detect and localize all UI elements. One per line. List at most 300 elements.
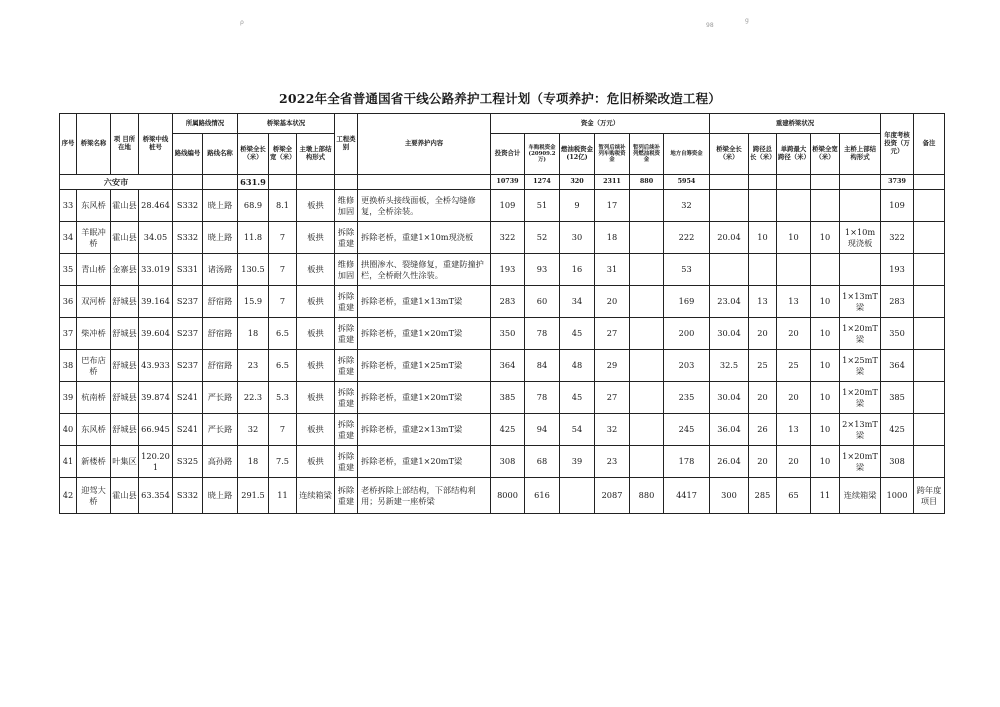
- deferred-vehicle-cell: 32: [595, 414, 630, 446]
- investment-total-cell: 385: [491, 382, 525, 414]
- fuel-tax-cell: 39: [560, 446, 595, 478]
- seq-cell: 34: [60, 222, 77, 254]
- header-remarks: 备注: [914, 114, 945, 175]
- project-type-cell: 拆除重建: [335, 222, 358, 254]
- rb-width-cell: 10: [811, 414, 840, 446]
- main-content-cell: 拆除老桥，重建1×20mT梁: [358, 318, 491, 350]
- bridge-plan-table: [59, 113, 945, 514]
- main-content-cell: 拆除老桥，重建1×13mT梁: [358, 286, 491, 318]
- seq-cell: 39: [60, 382, 77, 414]
- bridge-name-cell: 巴布店桥: [77, 350, 111, 382]
- stake-cell: 63.354: [139, 478, 173, 514]
- route-name-cell: 晓上路: [203, 222, 238, 254]
- rb-max-span-cell: 65: [777, 478, 811, 514]
- seq-cell: 36: [60, 286, 77, 318]
- table-row: [60, 350, 945, 382]
- rb-length-cell: 20.04: [710, 222, 749, 254]
- summary-row: [60, 175, 945, 190]
- fuel-tax-cell: 30: [560, 222, 595, 254]
- investment-total-cell: 322: [491, 222, 525, 254]
- vehicle-tax-cell: 51: [525, 190, 560, 222]
- rb-span-total-cell: 20: [749, 382, 777, 414]
- route-no-cell: S332: [173, 222, 203, 254]
- table-row: [60, 318, 945, 350]
- route-name-cell: 舒宿路: [203, 318, 238, 350]
- deferred-fuel-cell: [630, 254, 664, 286]
- vehicle-tax-cell: 93: [525, 254, 560, 286]
- rb-super-cell: 1×10m现浇板: [840, 222, 881, 254]
- header-bridge-name: 桥梁名称: [77, 114, 111, 175]
- header-route-no: 路线编号: [173, 134, 203, 175]
- deferred-vehicle-cell: 20: [595, 286, 630, 318]
- rb-span-total-cell: 25: [749, 350, 777, 382]
- location-cell: 舒城县: [111, 350, 139, 382]
- route-no-cell: S237: [173, 286, 203, 318]
- width-cell: 7.5: [269, 446, 297, 478]
- header-investment-total: 投资合计: [491, 134, 525, 175]
- scan-mark-right: g: [745, 17, 749, 24]
- investment-total-cell: 308: [491, 446, 525, 478]
- header-vehicle-tax-label: 车购税资金: [528, 144, 556, 151]
- annual-investment-cell: 193: [881, 254, 914, 286]
- header-length: 桥梁全长（米）: [238, 134, 269, 175]
- header-annual-investment: 年度考核投资（万元）: [881, 114, 914, 175]
- rb-span-total-cell: 26: [749, 414, 777, 446]
- bridge-name-cell: 东风桥: [77, 414, 111, 446]
- rb-super-cell: [840, 254, 881, 286]
- summary-deferred-vehicle: 2311: [595, 175, 630, 190]
- header-route-name: 路线名称: [203, 134, 238, 175]
- vehicle-tax-cell: 616: [525, 478, 560, 514]
- header-main-content: 主要养护内容: [358, 114, 491, 175]
- header-route-group: 所属路线情况: [173, 114, 238, 134]
- seq-cell: 35: [60, 254, 77, 286]
- header-local-funds: 地方自筹资金: [664, 134, 710, 175]
- vehicle-tax-cell: 78: [525, 318, 560, 350]
- rb-width-cell: 10: [811, 222, 840, 254]
- rb-super-cell: 2×13mT梁: [840, 414, 881, 446]
- rb-max-span-cell: 13: [777, 286, 811, 318]
- table-row: [60, 414, 945, 446]
- project-type-cell: 拆除重建: [335, 414, 358, 446]
- fuel-tax-cell: 16: [560, 254, 595, 286]
- header-fuel-tax-label: 燃油税资金: [561, 145, 593, 154]
- location-cell: 叶集区: [111, 446, 139, 478]
- route-name-cell: 晓上路: [203, 190, 238, 222]
- summary-cell: [840, 175, 881, 190]
- annual-investment-cell: 1000: [881, 478, 914, 514]
- superstructure-cell: 板拱: [297, 318, 335, 350]
- deferred-vehicle-cell: 27: [595, 318, 630, 350]
- rb-super-cell: 1×20mT梁: [840, 446, 881, 478]
- vehicle-tax-cell: 94: [525, 414, 560, 446]
- local-funds-cell: 169: [664, 286, 710, 318]
- header-deferred-fuel: 暂列后续补列燃油税资金: [630, 134, 664, 175]
- bridge-rows: [60, 190, 945, 514]
- rb-length-cell: 30.04: [710, 318, 749, 350]
- remarks-cell: 跨年度项目: [914, 478, 945, 514]
- stake-cell: 39.874: [139, 382, 173, 414]
- vehicle-tax-cell: 78: [525, 382, 560, 414]
- deferred-fuel-cell: [630, 286, 664, 318]
- deferred-fuel-cell: [630, 318, 664, 350]
- length-cell: 22.3: [238, 382, 269, 414]
- remarks-cell: [914, 190, 945, 222]
- vehicle-tax-cell: 68: [525, 446, 560, 478]
- location-cell: 舒城县: [111, 286, 139, 318]
- header-row-2: [60, 134, 945, 175]
- fuel-tax-cell: 54: [560, 414, 595, 446]
- investment-total-cell: 193: [491, 254, 525, 286]
- investment-total-cell: 8000: [491, 478, 525, 514]
- location-cell: 舒城县: [111, 414, 139, 446]
- header-seq: 序号: [60, 114, 77, 175]
- fuel-tax-cell: 45: [560, 382, 595, 414]
- header-funds-group: 资金（万元）: [491, 114, 710, 134]
- length-cell: 15.9: [238, 286, 269, 318]
- bridge-name-cell: 双河桥: [77, 286, 111, 318]
- project-type-cell: 拆除重建: [335, 350, 358, 382]
- header-fuel-tax-amount: (12亿): [566, 153, 588, 161]
- deferred-vehicle-cell: 18: [595, 222, 630, 254]
- main-content-cell: 拆除老桥，重建2×13mT梁: [358, 414, 491, 446]
- table-row: [60, 286, 945, 318]
- deferred-vehicle-cell: 2087: [595, 478, 630, 514]
- superstructure-cell: 板拱: [297, 350, 335, 382]
- rb-width-cell: 10: [811, 350, 840, 382]
- investment-total-cell: 109: [491, 190, 525, 222]
- rb-super-cell: 1×20mT梁: [840, 318, 881, 350]
- rb-span-total-cell: 20: [749, 446, 777, 478]
- table-row: [60, 478, 945, 514]
- summary-cell: [297, 175, 335, 190]
- annual-investment-cell: 308: [881, 446, 914, 478]
- location-cell: 舒城县: [111, 318, 139, 350]
- project-type-cell: 拆除重建: [335, 318, 358, 350]
- annual-investment-cell: 364: [881, 350, 914, 382]
- rb-width-cell: [811, 254, 840, 286]
- rb-length-cell: 36.04: [710, 414, 749, 446]
- table-row: [60, 190, 945, 222]
- summary-investment-total: 10739: [491, 175, 525, 190]
- rb-span-total-cell: 10: [749, 222, 777, 254]
- rb-length-cell: 23.04: [710, 286, 749, 318]
- length-cell: 130.5: [238, 254, 269, 286]
- width-cell: 7: [269, 286, 297, 318]
- rb-max-span-cell: 20: [777, 446, 811, 478]
- route-no-cell: S241: [173, 414, 203, 446]
- superstructure-cell: 板拱: [297, 190, 335, 222]
- deferred-fuel-cell: [630, 382, 664, 414]
- summary-cell: [173, 175, 203, 190]
- rb-length-cell: 30.04: [710, 382, 749, 414]
- location-cell: 霍山县: [111, 190, 139, 222]
- route-name-cell: 舒宿路: [203, 286, 238, 318]
- superstructure-cell: 板拱: [297, 414, 335, 446]
- fuel-tax-cell: [560, 478, 595, 514]
- summary-vehicle-tax: 1274: [525, 175, 560, 190]
- project-type-cell: 拆除重建: [335, 382, 358, 414]
- length-cell: 291.5: [238, 478, 269, 514]
- seq-cell: 41: [60, 446, 77, 478]
- rb-length-cell: 26.04: [710, 446, 749, 478]
- stake-cell: 120.201: [139, 446, 173, 478]
- superstructure-cell: 板拱: [297, 286, 335, 318]
- document-title: 2022年全省普通国省干线公路养护工程计划（专项养护：危旧桥梁改造工程）: [279, 91, 721, 106]
- rb-max-span-cell: [777, 254, 811, 286]
- rb-max-span-cell: [777, 190, 811, 222]
- annual-investment-cell: 109: [881, 190, 914, 222]
- bridge-name-cell: 迎驾大桥: [77, 478, 111, 514]
- main-content-cell: 更换桥头接线面板，全桥勾缝修复，全桥涂装。: [358, 190, 491, 222]
- rb-super-cell: 1×25mT梁: [840, 350, 881, 382]
- header-rb-super: 主桥上部结构形式: [840, 134, 881, 175]
- header-basic-group: 桥梁基本状况: [238, 114, 335, 134]
- rb-span-total-cell: 13: [749, 286, 777, 318]
- length-cell: 18: [238, 446, 269, 478]
- local-funds-cell: 4417: [664, 478, 710, 514]
- scan-mark-left: ρ: [240, 19, 244, 26]
- local-funds-cell: 222: [664, 222, 710, 254]
- seq-cell: 37: [60, 318, 77, 350]
- route-no-cell: S332: [173, 478, 203, 514]
- bridge-name-cell: 东风桥: [77, 190, 111, 222]
- vehicle-tax-cell: 52: [525, 222, 560, 254]
- rb-super-cell: [840, 190, 881, 222]
- bridge-name-cell: 柴冲桥: [77, 318, 111, 350]
- remarks-cell: [914, 222, 945, 254]
- investment-total-cell: 364: [491, 350, 525, 382]
- superstructure-cell: 板拱: [297, 222, 335, 254]
- header-fuel-tax: [560, 134, 595, 175]
- location-cell: 舒城县: [111, 382, 139, 414]
- deferred-vehicle-cell: 31: [595, 254, 630, 286]
- summary-cell: [710, 175, 749, 190]
- header-superstructure: 主墩上部结构形式: [297, 134, 335, 175]
- header-vehicle-tax: [525, 134, 560, 175]
- project-type-cell: 拆除重建: [335, 478, 358, 514]
- header-rb-max-span: 单跨最大跨径（米）: [777, 134, 811, 175]
- summary-annual-investment: 3739: [881, 175, 914, 190]
- annual-investment-cell: 322: [881, 222, 914, 254]
- seq-cell: 42: [60, 478, 77, 514]
- width-cell: 7: [269, 254, 297, 286]
- rb-span-total-cell: 20: [749, 318, 777, 350]
- deferred-fuel-cell: [630, 446, 664, 478]
- project-type-cell: 拆除重建: [335, 446, 358, 478]
- superstructure-cell: 连续箱梁: [297, 478, 335, 514]
- rb-width-cell: 10: [811, 382, 840, 414]
- remarks-cell: [914, 318, 945, 350]
- fuel-tax-cell: 45: [560, 318, 595, 350]
- annual-investment-cell: 385: [881, 382, 914, 414]
- deferred-vehicle-cell: 23: [595, 446, 630, 478]
- rb-length-cell: [710, 190, 749, 222]
- remarks-cell: [914, 446, 945, 478]
- length-cell: 32: [238, 414, 269, 446]
- vehicle-tax-cell: 84: [525, 350, 560, 382]
- header-bridge-stake: 桥梁中线桩号: [139, 114, 173, 175]
- header-rebuild-group: 重建桥梁状况: [710, 114, 881, 134]
- header-deferred-vehicle: 暂列后续补列车购税资金: [595, 134, 630, 175]
- local-funds-cell: 32: [664, 190, 710, 222]
- route-name-cell: 诸汤路: [203, 254, 238, 286]
- rb-width-cell: 10: [811, 446, 840, 478]
- route-no-cell: S325: [173, 446, 203, 478]
- main-content-cell: 拆除老桥，重建1×10m现浇板: [358, 222, 491, 254]
- summary-cell: [749, 175, 777, 190]
- header-project-type: 工程类别: [335, 114, 358, 175]
- rb-max-span-cell: 10: [777, 222, 811, 254]
- local-funds-cell: 203: [664, 350, 710, 382]
- local-funds-cell: 178: [664, 446, 710, 478]
- deferred-vehicle-cell: 29: [595, 350, 630, 382]
- annual-investment-cell: 350: [881, 318, 914, 350]
- superstructure-cell: 板拱: [297, 254, 335, 286]
- rb-span-total-cell: [749, 190, 777, 222]
- project-type-cell: 维修加固: [335, 254, 358, 286]
- rb-length-cell: [710, 254, 749, 286]
- width-cell: 6.5: [269, 350, 297, 382]
- rb-length-cell: 32.5: [710, 350, 749, 382]
- route-no-cell: S237: [173, 350, 203, 382]
- remarks-cell: [914, 382, 945, 414]
- local-funds-cell: 235: [664, 382, 710, 414]
- summary-cell: [335, 175, 358, 190]
- summary-cell: [358, 175, 491, 190]
- main-content-cell: 拆除老桥，重建1×20mT梁: [358, 446, 491, 478]
- local-funds-cell: 53: [664, 254, 710, 286]
- route-no-cell: S241: [173, 382, 203, 414]
- rb-width-cell: 10: [811, 286, 840, 318]
- project-type-cell: 拆除重建: [335, 286, 358, 318]
- annual-investment-cell: 283: [881, 286, 914, 318]
- header-rb-span-total: 跨径总长（米）: [749, 134, 777, 175]
- rb-super-cell: 1×13mT梁: [840, 286, 881, 318]
- rb-max-span-cell: 20: [777, 382, 811, 414]
- width-cell: 8.1: [269, 190, 297, 222]
- summary-length: 631.9: [238, 175, 269, 190]
- location-cell: 金寨县: [111, 254, 139, 286]
- summary-cell: [203, 175, 238, 190]
- deferred-vehicle-cell: 27: [595, 382, 630, 414]
- width-cell: 7: [269, 414, 297, 446]
- deferred-fuel-cell: [630, 190, 664, 222]
- summary-deferred-fuel: 880: [630, 175, 664, 190]
- stake-cell: 39.164: [139, 286, 173, 318]
- rb-max-span-cell: 13: [777, 414, 811, 446]
- remarks-cell: [914, 254, 945, 286]
- route-name-cell: 晓上路: [203, 478, 238, 514]
- investment-total-cell: 350: [491, 318, 525, 350]
- seq-cell: 33: [60, 190, 77, 222]
- width-cell: 11: [269, 478, 297, 514]
- route-name-cell: 舒宿路: [203, 350, 238, 382]
- rb-super-cell: 1×20mT梁: [840, 382, 881, 414]
- width-cell: 7: [269, 222, 297, 254]
- route-name-cell: 高孙路: [203, 446, 238, 478]
- fuel-tax-cell: 9: [560, 190, 595, 222]
- route-name-cell: 严长路: [203, 414, 238, 446]
- seq-cell: 40: [60, 414, 77, 446]
- stake-cell: 39.604: [139, 318, 173, 350]
- stake-cell: 43.933: [139, 350, 173, 382]
- bridge-name-cell: 青山桥: [77, 254, 111, 286]
- stake-cell: 34.05: [139, 222, 173, 254]
- header-rb-length: 桥梁全长（米）: [710, 134, 749, 175]
- main-content-cell: 拱圈渗水、裂缝修复，重建防撞护栏，全桥耐久性涂装。: [358, 254, 491, 286]
- location-cell: 霍山县: [111, 478, 139, 514]
- rb-span-total-cell: [749, 254, 777, 286]
- local-funds-cell: 200: [664, 318, 710, 350]
- investment-total-cell: 283: [491, 286, 525, 318]
- table-row: [60, 222, 945, 254]
- deferred-fuel-cell: [630, 414, 664, 446]
- length-cell: 23: [238, 350, 269, 382]
- location-cell: 霍山县: [111, 222, 139, 254]
- route-no-cell: S331: [173, 254, 203, 286]
- bridge-name-cell: 羊眠冲桥: [77, 222, 111, 254]
- main-content-cell: 拆除老桥，重建1×25mT梁: [358, 350, 491, 382]
- table-row: [60, 382, 945, 414]
- stake-cell: 28.464: [139, 190, 173, 222]
- investment-total-cell: 425: [491, 414, 525, 446]
- stake-cell: 33.019: [139, 254, 173, 286]
- project-type-cell: 维修加固: [335, 190, 358, 222]
- deferred-fuel-cell: [630, 350, 664, 382]
- remarks-cell: [914, 286, 945, 318]
- deferred-fuel-cell: [630, 222, 664, 254]
- fuel-tax-cell: 34: [560, 286, 595, 318]
- scan-mark-mid: 98: [706, 22, 714, 29]
- summary-cell: [914, 175, 945, 190]
- bridge-name-cell: 新楼桥: [77, 446, 111, 478]
- table-row: [60, 254, 945, 286]
- width-cell: 6.5: [269, 318, 297, 350]
- main-content-cell: 拆除老桥，重建1×20mT梁: [358, 382, 491, 414]
- rb-span-total-cell: 285: [749, 478, 777, 514]
- superstructure-cell: 板拱: [297, 446, 335, 478]
- summary-cell: [777, 175, 811, 190]
- header-rb-width: 桥梁全宽（米）: [811, 134, 840, 175]
- stake-cell: 66.945: [139, 414, 173, 446]
- rb-max-span-cell: 25: [777, 350, 811, 382]
- deferred-vehicle-cell: 17: [595, 190, 630, 222]
- header-vehicle-tax-amount: (20909.2万): [528, 150, 556, 164]
- summary-fuel-tax: 320: [560, 175, 595, 190]
- summary-cell: [811, 175, 840, 190]
- rb-super-cell: 连续箱梁: [840, 478, 881, 514]
- summary-label: 六安市: [60, 175, 173, 190]
- route-name-cell: 严长路: [203, 382, 238, 414]
- remarks-cell: [914, 350, 945, 382]
- superstructure-cell: 板拱: [297, 382, 335, 414]
- rb-width-cell: [811, 190, 840, 222]
- table-row: [60, 446, 945, 478]
- route-no-cell: S332: [173, 190, 203, 222]
- header-row-1: [60, 114, 945, 134]
- remarks-cell: [914, 414, 945, 446]
- annual-investment-cell: 425: [881, 414, 914, 446]
- route-no-cell: S237: [173, 318, 203, 350]
- length-cell: 11.8: [238, 222, 269, 254]
- seq-cell: 38: [60, 350, 77, 382]
- summary-cell: [269, 175, 297, 190]
- length-cell: 18: [238, 318, 269, 350]
- rb-width-cell: 10: [811, 318, 840, 350]
- width-cell: 5.3: [269, 382, 297, 414]
- header-width: 桥梁全宽（米）: [269, 134, 297, 175]
